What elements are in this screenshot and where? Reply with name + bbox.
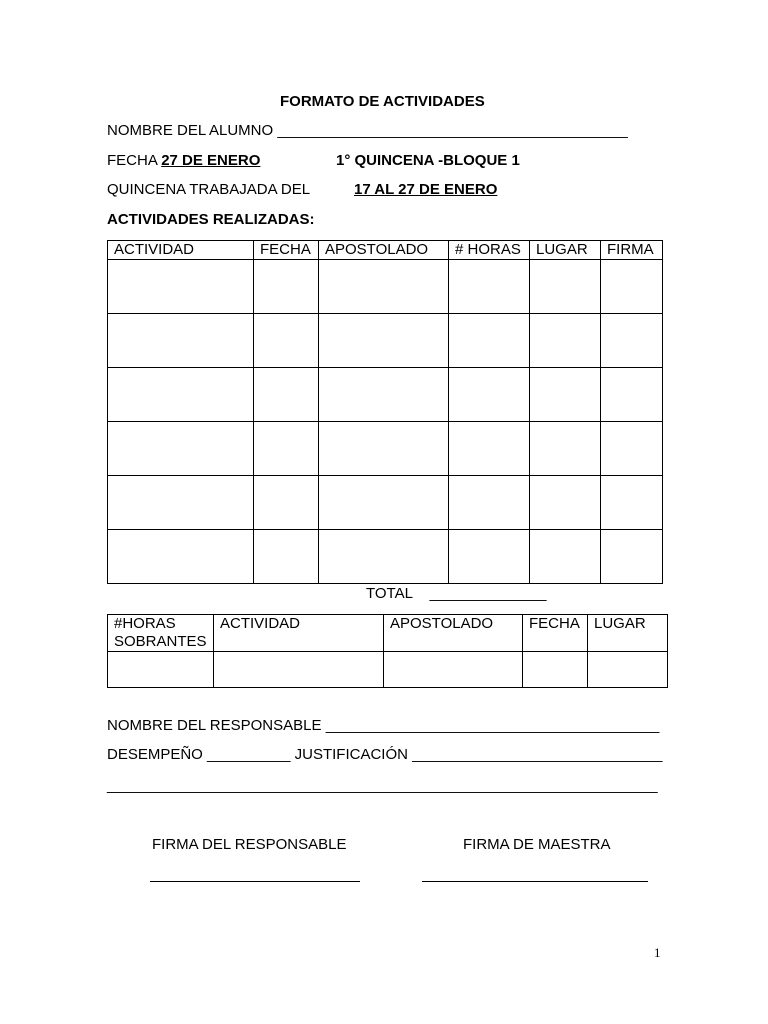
table-cell[interactable] bbox=[530, 530, 601, 584]
table-cell[interactable] bbox=[319, 260, 449, 314]
table-cell[interactable] bbox=[108, 260, 254, 314]
table-row bbox=[108, 476, 663, 530]
student-name-label: NOMBRE DEL ALUMNO bbox=[107, 122, 274, 139]
table-cell[interactable] bbox=[601, 422, 663, 476]
table-row bbox=[108, 422, 663, 476]
table-cell[interactable] bbox=[319, 422, 449, 476]
table-cell[interactable] bbox=[530, 368, 601, 422]
table-cell[interactable] bbox=[449, 368, 530, 422]
table-cell[interactable] bbox=[254, 260, 319, 314]
table-cell[interactable] bbox=[108, 476, 254, 530]
period-value: 17 AL 27 DE ENERO bbox=[354, 181, 498, 198]
table-cell[interactable] bbox=[319, 476, 449, 530]
col-fecha: FECHA bbox=[523, 615, 588, 652]
table-cell[interactable] bbox=[319, 530, 449, 584]
table-cell[interactable] bbox=[530, 422, 601, 476]
justificacion-field[interactable]: ______________________________ bbox=[412, 746, 663, 763]
desempeno-field[interactable]: __________ bbox=[207, 746, 291, 763]
table-cell[interactable] bbox=[449, 530, 530, 584]
page-title: FORMATO DE ACTIVIDADES bbox=[280, 93, 485, 110]
total-row bbox=[366, 585, 546, 603]
date-label: FECHA bbox=[107, 152, 158, 169]
col-actividad: ACTIVIDAD bbox=[214, 615, 384, 652]
table-cell[interactable] bbox=[601, 260, 663, 314]
col-horas-sobrantes: #HORAS SOBRANTES bbox=[108, 615, 214, 652]
table-cell[interactable] bbox=[601, 368, 663, 422]
table-cell[interactable] bbox=[588, 652, 668, 688]
date-row bbox=[107, 152, 260, 170]
table-cell[interactable] bbox=[108, 530, 254, 584]
table-cell[interactable] bbox=[449, 260, 530, 314]
table-cell[interactable] bbox=[254, 368, 319, 422]
table-cell[interactable] bbox=[108, 652, 214, 688]
table-cell[interactable] bbox=[319, 368, 449, 422]
total-field[interactable]: ______________ bbox=[429, 585, 547, 602]
table-row bbox=[108, 314, 663, 368]
table-cell[interactable] bbox=[601, 476, 663, 530]
col-actividad: ACTIVIDAD bbox=[108, 241, 254, 260]
extra-header-row bbox=[108, 615, 668, 652]
signature-maestra-label: FIRMA DE MAESTRA bbox=[463, 836, 611, 853]
table-cell[interactable] bbox=[601, 314, 663, 368]
responsable-field[interactable]: ________________________________________ bbox=[325, 717, 660, 734]
table-cell[interactable] bbox=[108, 314, 254, 368]
table-cell[interactable] bbox=[530, 314, 601, 368]
table-cell[interactable] bbox=[523, 652, 588, 688]
desempeno-row bbox=[107, 746, 662, 764]
table-row bbox=[108, 368, 663, 422]
desempeno-label: DESEMPEÑO bbox=[107, 746, 203, 763]
table-cell[interactable] bbox=[108, 368, 254, 422]
table-cell[interactable] bbox=[449, 314, 530, 368]
student-name-field[interactable]: __________________________________________ bbox=[277, 122, 628, 139]
table-cell[interactable] bbox=[449, 476, 530, 530]
date-value: 27 DE ENERO bbox=[161, 152, 261, 169]
col-horas: # HORAS bbox=[449, 241, 530, 260]
table-row bbox=[108, 260, 663, 314]
table-cell[interactable] bbox=[214, 652, 384, 688]
page-number: 1 bbox=[654, 945, 661, 960]
table-cell[interactable] bbox=[449, 422, 530, 476]
student-name-row bbox=[107, 122, 628, 140]
table-cell[interactable] bbox=[108, 422, 254, 476]
table-cell[interactable] bbox=[254, 314, 319, 368]
table-cell[interactable] bbox=[254, 476, 319, 530]
justificacion-label: JUSTIFICACIÓN bbox=[294, 746, 408, 763]
activities-header-row bbox=[108, 241, 663, 260]
table-cell[interactable] bbox=[384, 652, 523, 688]
table-cell[interactable] bbox=[254, 422, 319, 476]
responsable-label: NOMBRE DEL RESPONSABLE bbox=[107, 717, 322, 734]
quincena-label: 1° QUINCENA -BLOQUE 1 bbox=[336, 152, 520, 169]
col-lugar: LUGAR bbox=[530, 241, 601, 260]
extra-hours-table bbox=[107, 614, 668, 688]
col-firma: FIRMA bbox=[601, 241, 663, 260]
signature-maestra-line[interactable] bbox=[422, 881, 648, 882]
col-lugar: LUGAR bbox=[588, 615, 668, 652]
signature-responsable-line[interactable] bbox=[150, 881, 360, 882]
table-cell[interactable] bbox=[530, 260, 601, 314]
total-label: TOTAL bbox=[366, 585, 413, 602]
table-row bbox=[108, 530, 663, 584]
signature-responsable-label: FIRMA DEL RESPONSABLE bbox=[152, 836, 347, 853]
col-apostolado: APOSTOLADO bbox=[384, 615, 523, 652]
table-cell[interactable] bbox=[601, 530, 663, 584]
table-cell[interactable] bbox=[254, 530, 319, 584]
responsable-row bbox=[107, 717, 659, 735]
activities-heading: ACTIVIDADES REALIZADAS: bbox=[107, 211, 315, 228]
justificacion-continuation-field[interactable]: __________________________________________________________________ bbox=[107, 777, 658, 794]
col-fecha: FECHA bbox=[254, 241, 319, 260]
activities-table bbox=[107, 240, 663, 584]
table-cell[interactable] bbox=[319, 314, 449, 368]
period-label: QUINCENA TRABAJADA DEL bbox=[107, 181, 311, 198]
table-cell[interactable] bbox=[530, 476, 601, 530]
table-row bbox=[108, 652, 668, 688]
col-apostolado: APOSTOLADO bbox=[319, 241, 449, 260]
